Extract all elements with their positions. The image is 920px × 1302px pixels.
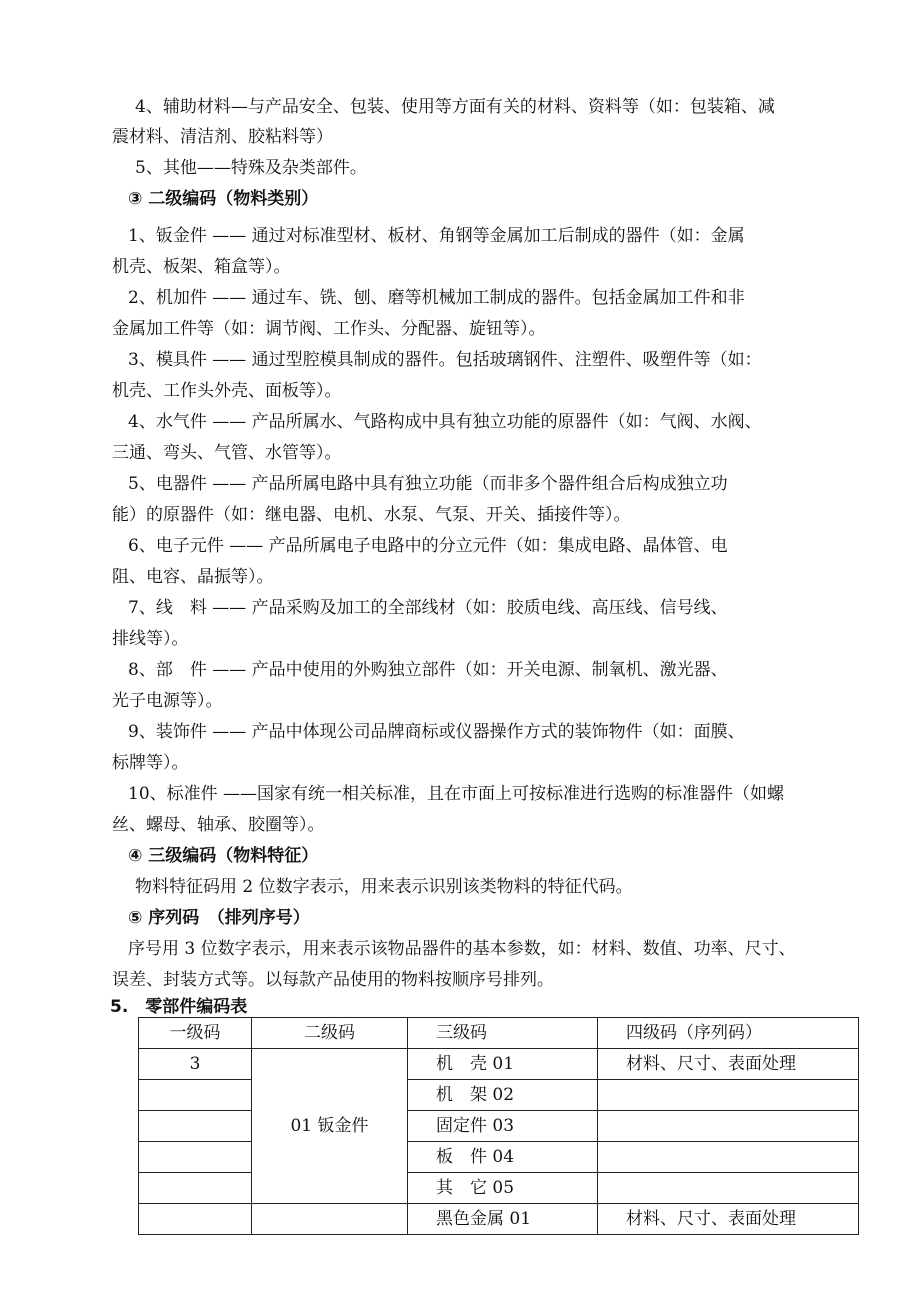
paragraph-other-parts: 5、其他——特殊及杂类部件。	[135, 158, 367, 178]
cell-level3: 固定件 03	[408, 1111, 598, 1142]
item-molded-line2: 机壳、工作头外壳、面板等）。	[112, 381, 342, 401]
item-wire-line2: 排线等）。	[112, 629, 189, 649]
heading-third-level-code: ④ 三级编码（物料特征）	[128, 846, 319, 866]
item-electronic-line2: 阻、电容、晶振等）。	[112, 567, 274, 587]
item-component-line1: 8、部 件 —— 产品中使用的外购独立部件（如：开关电源、制氧机、激光器、	[128, 660, 728, 680]
header-level1: 一级码	[139, 1018, 252, 1049]
header-level2: 二级码	[252, 1018, 408, 1049]
item-sheet-metal-line2: 机壳、板架、箱盒等）。	[112, 257, 291, 277]
paragraph-serial-line2: 误差、封装方式等。以每款产品使用的物料按顺序号排列。	[112, 970, 554, 990]
item-electrical-line1: 5、电器件 —— 产品所属电路中具有独立功能（而非多个器件组合后构成独立功	[128, 474, 728, 494]
item-standard-line1: 10、标准件 ——国家有统一相关标准，且在市面上可按标准进行选购的标准器件（如螺	[128, 784, 785, 804]
table-row	[139, 1173, 859, 1204]
cell-level4	[598, 1080, 859, 1111]
cell-level2-sheet-metal: 01 钣金件	[252, 1049, 408, 1204]
table-header-row	[139, 1018, 859, 1049]
item-electronic-line1: 6、电子元件 —— 产品所属电子电路中的分立元件（如：集成电路、晶体管、电	[128, 536, 728, 556]
cell-level1	[139, 1080, 252, 1111]
header-level3: 三级码	[408, 1018, 598, 1049]
cell-level4: 材料、尺寸、表面处理	[598, 1204, 859, 1235]
item-component-line2: 光子电源等）。	[112, 691, 223, 711]
item-machined-line1: 2、机加件 —— 通过车、铣、刨、磨等机械加工制成的器件。包括金属加工件和非	[128, 288, 745, 308]
item-wire-line1: 7、线 料 —— 产品采购及加工的全部线材（如：胶质电线、高压线、信号线、	[128, 598, 728, 618]
cell-level4: 材料、尺寸、表面处理	[598, 1049, 859, 1080]
paragraph-aux-materials-line2: 震材料、清洁剂、胶粘料等）	[112, 127, 333, 147]
cell-level1	[139, 1142, 252, 1173]
paragraph-aux-materials-line1: 4、辅助材料—与产品安全、包装、使用等方面有关的材料、资料等（如：包装箱、减	[135, 97, 775, 117]
cell-level1: 3	[139, 1049, 252, 1080]
item-standard-line2: 丝、螺母、轴承、胶圈等）。	[112, 815, 325, 835]
item-machined-line2: 金属加工件等（如：调节阀、工作头、分配器、旋钮等）。	[112, 319, 546, 339]
table-row	[139, 1142, 859, 1173]
cell-level3: 板 件 04	[408, 1142, 598, 1173]
section-title-parts-code-table: 5. 零部件编码表	[110, 997, 248, 1017]
item-water-gas-line1: 4、水气件 —— 产品所属水、气路构成中具有独立功能的原器件（如：气阀、水阀、	[128, 412, 762, 432]
item-decoration-line2: 标牌等）。	[112, 753, 189, 773]
table-row	[139, 1049, 859, 1080]
cell-level1	[139, 1111, 252, 1142]
heading-second-level-code: ③ 二级编码（物料类别）	[128, 189, 319, 209]
header-level4: 四级码（序列码）	[598, 1018, 859, 1049]
item-molded-line1: 3、模具件 —— 通过型腔模具制成的器件。包括玻璃钢件、注塑件、吸塑件等（如：	[128, 350, 762, 370]
cell-level1	[139, 1173, 252, 1204]
table-row	[139, 1111, 859, 1142]
cell-level4	[598, 1111, 859, 1142]
item-water-gas-line2: 三通、弯头、气管、水管等）。	[112, 443, 342, 463]
cell-level1	[139, 1204, 252, 1235]
cell-level3: 机 壳 01	[408, 1049, 598, 1080]
item-electrical-line2: 能）的原器件（如：继电器、电机、水泵、气泵、开关、插接件等）。	[112, 505, 631, 525]
heading-serial-code: ⑤ 序列码 （排列序号）	[128, 908, 310, 928]
item-sheet-metal-line1: 1、钣金件 —— 通过对标准型材、板材、角钢等金属加工后制成的器件（如：金属	[128, 226, 745, 246]
cell-level3: 机 架 02	[408, 1080, 598, 1111]
cell-level3: 黑色金属 01	[408, 1204, 598, 1235]
parts-code-table	[138, 1017, 859, 1235]
table-row	[139, 1080, 859, 1111]
cell-level2	[252, 1204, 408, 1235]
paragraph-serial-line1: 序号用 3 位数字表示，用来表示该物品器件的基本参数，如：材料、数值、功率、尺寸、	[128, 939, 796, 959]
cell-level4	[598, 1173, 859, 1204]
cell-level3: 其 它 05	[408, 1173, 598, 1204]
paragraph-feature-code: 物料特征码用 2 位数字表示，用来表示识别该类物料的特征代码。	[135, 877, 633, 897]
cell-level4	[598, 1142, 859, 1173]
item-decoration-line1: 9、装饰件 —— 产品中体现公司品牌商标或仪器操作方式的装饰物件（如：面膜、	[128, 722, 745, 742]
table-row	[139, 1204, 859, 1235]
